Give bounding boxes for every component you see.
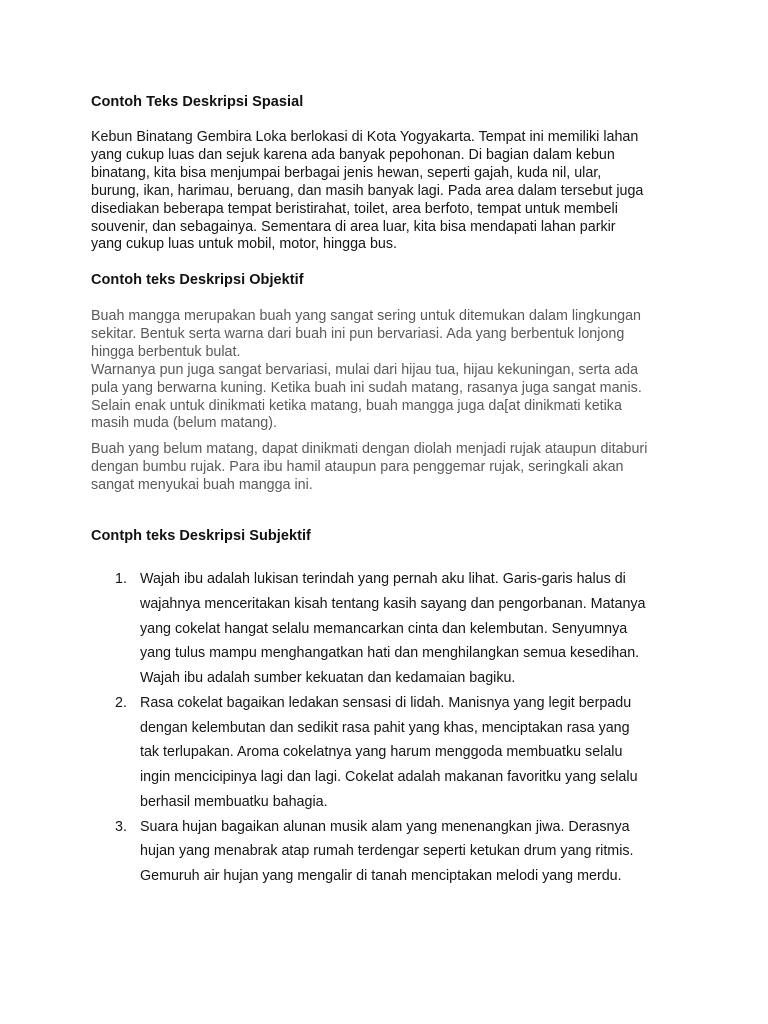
list-item-text: Wajah ibu adalah lukisan terindah yang pernah aku lihat. Garis-garis halus di wajahnya menceritakan kisah tentang kasih sayang dan pengorbanan. Matanya yang cokelat hangat selalu memancarkan cinta dan kelembutan. Senyumnya yang tulus mampu menghangatkan hati dan menghilangkan semua kesedihan. Wajah ibu adalah sumber kekuatan dan kedamaian bagiku. bbox=[140, 571, 646, 686]
list-item-number: 1. bbox=[115, 571, 127, 587]
list-item-number: 2. bbox=[115, 694, 127, 711]
paragraph-objektif-2: Buah yang belum matang, dapat dinikmati dengan diolah menjadi rujak ataupun ditaburi dengan bumbu rujak. Para ibu hamil ataupun para penggemar rujak, seringkali akan sangat menyukai buah mangga ini. bbox=[91, 441, 648, 493]
list-item-text: Suara hujan bagaikan alunan musik alam yang menenangkan jiwa. Derasnya hujan yang menabrak atap rumah terdengar seperti ketukan drum yang ritmis. Gemuruh air hujan yang mengalir di tanah menciptakan melodi yang merdu. bbox=[140, 818, 634, 884]
list-item bbox=[115, 567, 695, 691]
list-item bbox=[115, 691, 695, 815]
subjektif-list bbox=[115, 567, 695, 889]
list-item-text: Rasa cokelat bagaikan ledakan sensasi di lidah. Manisnya yang legit berpadu dengan kelembutan dan sedikit rasa pahit yang khas, menciptakan rasa yang tak terlupakan. Aroma cokelatnya yang harum menggoda membuatku selalu ingin mencicipinya lagi dan lagi. Cokelat adalah makanan favoritku yang selalu berhasil membuatku bahagia. bbox=[140, 694, 638, 810]
list-item bbox=[115, 815, 695, 889]
heading-subjektif: Contph teks Deskripsi Subjektif bbox=[91, 528, 311, 544]
heading-spasial: Contoh Teks Deskripsi Spasial bbox=[91, 94, 304, 110]
list-item-number: 3. bbox=[115, 818, 127, 835]
paragraph-objektif-1: Buah mangga merupakan buah yang sangat sering untuk ditemukan dalam lingkungan sekitar. Bentuk serta warna dari buah ini pun bervariasi. Ada yang berbentuk lonjong hingga berbentuk bulat. Warnanya pun juga sangat bervariasi, mulai dari hijau tua, hijau kekuningan, serta ada pula yang berwarna kuning. Ketika buah ini sudah matang, rasanya juga sangat manis. Selain enak untuk dinikmati ketika matang, buah mangga juga da[at dinikmati ketika masih muda (belum matang). bbox=[91, 308, 642, 432]
heading-objektif: Contoh teks Deskripsi Objektif bbox=[91, 272, 304, 288]
paragraph-spasial: Kebun Binatang Gembira Loka berlokasi di Kota Yogyakarta. Tempat ini memiliki lahan yang cukup luas dan sejuk karena ada banyak pepohonan. Di bagian dalam kebun binatang, kita bisa menjumpai berbagai jenis hewan, seperti gajah, kuda nil, ular, burung, ikan, harimau, beruang, dan masih banyak lagi. Pada area dalam tersebut juga disediakan beberapa tempat beristirahat, toilet, area berfoto, tempat untuk membeli souvenir, dan sebagainya. Sementara di area luar, kita bisa mendapati lahan parkir yang cukup luas untuk mobil, motor, hingga bus. bbox=[91, 129, 644, 253]
